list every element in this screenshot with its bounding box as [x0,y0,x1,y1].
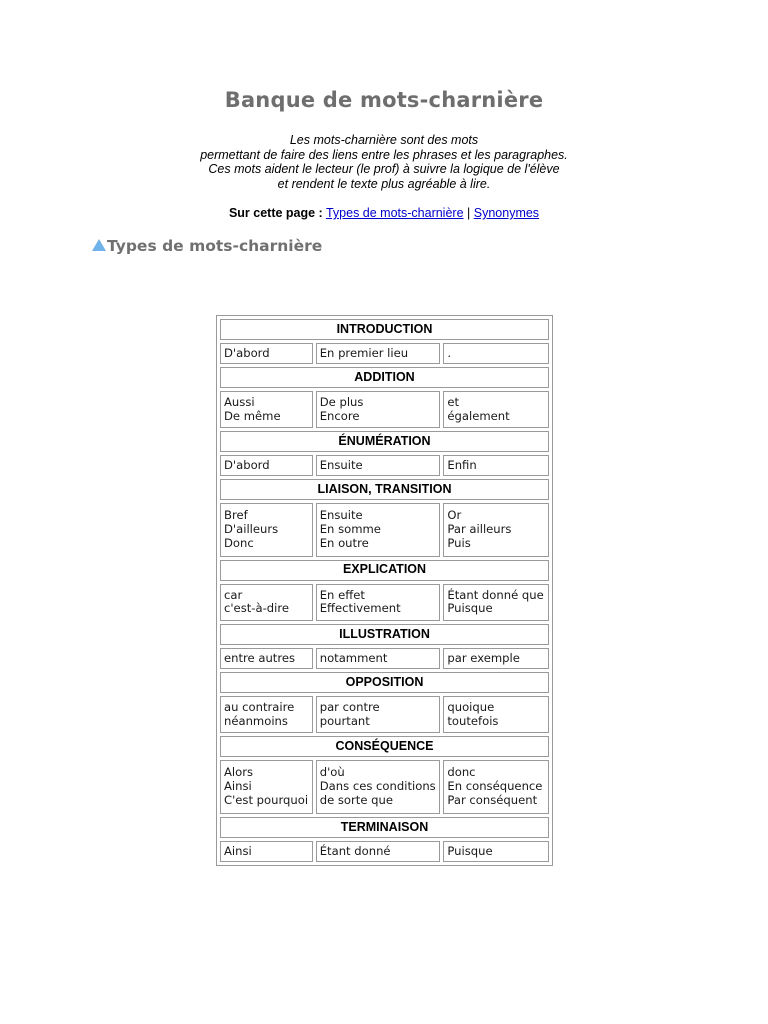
word-entry: En conséquence [447,779,543,794]
word-entry: notamment [319,650,388,665]
table-row [220,343,549,364]
intro-line: Ces mots aident le lecteur (le prof) à suivre la logique de l'élève [208,162,560,176]
category-header: EXPLICATION [220,560,549,581]
page-title: Banque de mots-charnière [224,88,544,112]
table-cell [316,343,441,364]
word-entry: D'abord [224,457,270,472]
word-entry: Puisque [447,601,493,616]
word-entry: Étant donné [319,843,391,858]
word-entry: par contre [319,699,380,714]
word-entry: Ainsi [224,843,252,858]
word-entry: En premier lieu [319,345,409,360]
table-cell [443,455,549,476]
intro-line: Les mots-charnière sont des mots [289,133,479,147]
table-cell [316,455,441,476]
word-entry: En somme [319,522,381,537]
word-entry: De même [224,408,281,423]
table-row [220,455,549,476]
table-category-row [220,479,549,500]
word-entry: au contraire [224,699,295,714]
word-entry: c'est-à-dire [224,601,289,616]
word-entry: Or [447,508,462,523]
category-header: LIAISON, TRANSITION [220,479,549,500]
table-category-row [220,624,549,645]
intro-line: et rendent le texte plus agréable à lire. [277,176,491,191]
table-cell [220,648,313,669]
word-entry: Par ailleurs [447,522,512,537]
word-entry: donc [447,765,476,780]
word-entry: Alors [224,765,254,780]
word-entry: Puisque [447,843,493,858]
word-entry: Par conséquent [447,793,538,808]
word-entry: Donc [224,535,254,550]
word-entry: Dans ces conditions [319,779,436,794]
category-header: CONSÉQUENCE [220,736,549,757]
up-arrow-icon[interactable] [92,239,106,251]
word-entry: Ainsi [224,779,252,794]
table-row [220,503,549,557]
word-entry: entre autres [224,650,296,665]
table-cell [443,696,549,733]
word-entry: En outre [319,535,369,550]
nav-separator: | [467,206,471,220]
mots-charniere-table [216,315,553,866]
table-category-row [220,367,549,388]
table-category-row [220,672,549,693]
table-cell [443,503,549,557]
word-entry: . [447,345,452,360]
table-cell [443,760,549,814]
word-entry: néanmoins [224,713,288,728]
table-cell [443,343,549,364]
table-cell [220,696,313,733]
word-entry: Enfin [447,457,477,472]
category-header: OPPOSITION [220,672,549,693]
word-entry: Encore [319,408,360,423]
table-cell [220,391,313,428]
category-header: ADDITION [220,367,549,388]
word-entry: d'où [319,765,345,780]
table-category-row [220,736,549,757]
category-header: INTRODUCTION [220,319,549,340]
word-entry: D'abord [224,345,270,360]
link-types-mots-charniere[interactable]: Types de mots-charnière [325,206,464,220]
table-category-row [220,560,549,581]
category-header: ILLUSTRATION [220,624,549,645]
link-synonymes[interactable]: Synonymes [473,206,540,220]
word-entry: D'ailleurs [224,522,279,537]
word-entry: car [224,587,243,602]
intro-paragraph [0,133,768,191]
table-row [220,391,549,428]
table-category-row [220,431,549,452]
table-cell [443,841,549,862]
on-this-page-label: Sur cette page : [228,206,323,220]
table-row [220,696,549,733]
word-entry: et [447,394,460,409]
table-row [220,648,549,669]
word-entry: Puis [447,535,471,550]
word-entry: également [447,408,510,423]
word-entry: de sorte que [319,793,394,808]
table-category-row [220,817,549,838]
table-cell [316,841,441,862]
word-entry: quoique [447,699,495,714]
table-cell [220,343,313,364]
section-heading [92,237,322,255]
word-entry: par exemple [447,650,520,665]
table-cell [220,455,313,476]
word-entry: pourtant [319,713,370,728]
word-entry: En effet [319,587,365,602]
table-cell [316,503,441,557]
category-header: ÉNUMÉRATION [220,431,549,452]
word-entry: Ensuite [319,508,363,523]
mots-charniere-table-wrap [216,315,553,866]
intro-line: permettant de faire des liens entre les phrases et les paragraphes. [200,147,568,162]
table-cell [316,391,441,428]
table-cell [220,760,313,814]
table-cell [220,503,313,557]
section-heading-text: Types de mots-charnière [107,237,323,255]
table-category-row [220,319,549,340]
table-cell [443,391,549,428]
on-this-page-nav [0,206,768,220]
word-entry: C'est pourquoi [224,793,309,808]
table-cell [316,760,441,814]
word-entry: Bref [224,508,248,523]
table-cell [220,841,313,862]
table-cell [220,584,313,621]
table-cell [443,584,549,621]
category-header: TERMINAISON [220,817,549,838]
word-entry: Étant donné que [447,587,544,602]
word-entry: Aussi [224,394,255,409]
word-entry: De plus [319,394,364,409]
table-cell [316,584,441,621]
word-entry: Effectivement [319,601,401,616]
table-cell [316,648,441,669]
word-entry: toutefois [447,713,499,728]
table-row [220,584,549,621]
table-cell [316,696,441,733]
table-row [220,841,549,862]
table-row [220,760,549,814]
word-entry: Ensuite [319,457,363,472]
table-cell [443,648,549,669]
